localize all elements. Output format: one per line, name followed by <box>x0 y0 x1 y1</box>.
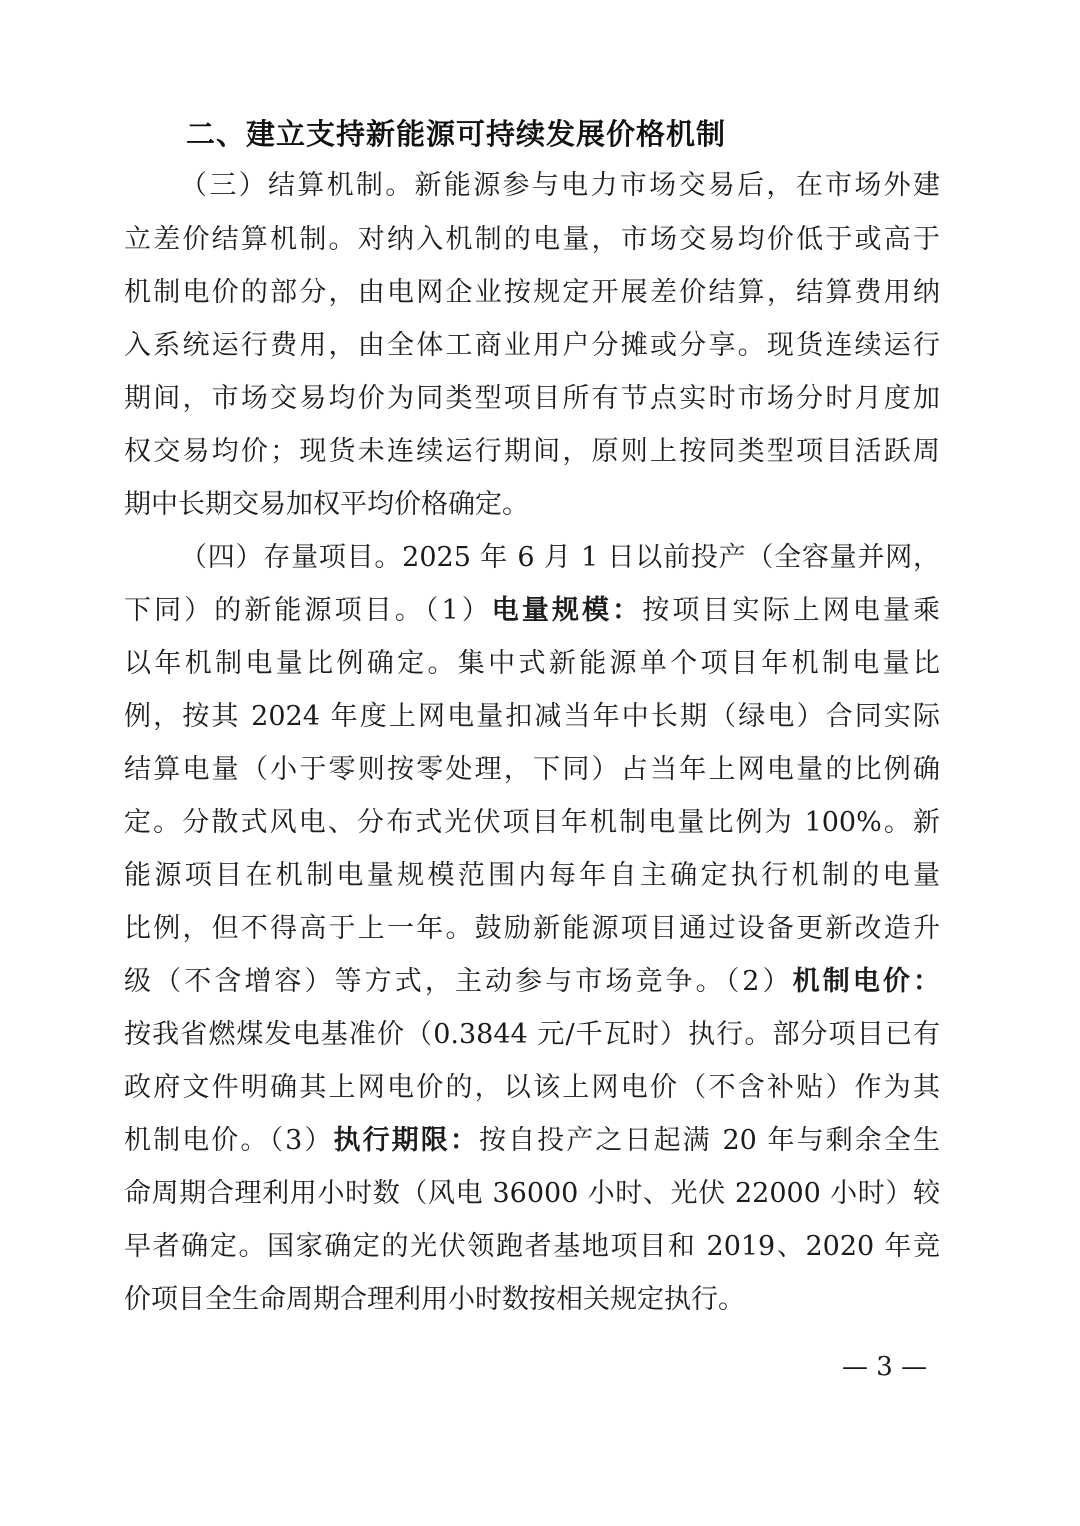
bold-term-scale: 电量规模： <box>491 595 643 626</box>
text-line: 政府文件明确其上网电价的，以该上网电价（不含补贴）作为其 <box>124 1072 940 1103</box>
text-segment: 下同）的新能源项目。（1） <box>124 595 492 626</box>
text-line: 早者确定。国家确定的光伏领跑者基地项目和 2019、2020 年竞 <box>124 1231 940 1262</box>
text-line: 权交易均价；现货未连续运行期间，原则上按同类型项目活跃周 <box>124 436 940 467</box>
text-line: 能源项目在机制电量规模范围内每年自主确定执行机制的电量 <box>124 860 940 891</box>
text-line: 按我省燃煤发电基准价（0.3844 元/千瓦时）执行。部分项目已有 <box>124 1019 940 1050</box>
text-line: 价项目全生命周期合理利用小时数按相关规定执行。 <box>124 1284 745 1315</box>
text-line <box>124 1121 940 1161</box>
text-line <box>124 962 940 1002</box>
text-segment: 机制电价。（3） <box>124 1125 334 1156</box>
text-line <box>124 591 940 631</box>
text-segment: 级（不含增容）等方式，主动参与市场竞争。（2） <box>124 966 793 997</box>
text-line: 定。分散式风电、分布式光伏项目年机制电量比例为 100%。新 <box>124 807 940 838</box>
bold-term-term: 执行期限： <box>333 1125 479 1156</box>
section-heading: 二、建立支持新能源可持续发展价格机制 <box>186 117 727 151</box>
text-line: 比例，但不得高于上一年。鼓励新能源项目通过设备更新改造升 <box>124 913 940 944</box>
text-line: 入系统运行费用，由全体工商业用户分摊或分享。现货连续运行 <box>124 330 940 361</box>
text-segment: 按项目实际上网电量乘 <box>642 595 941 626</box>
text-line: （四）存量项目。2025 年 6 月 1 日以前投产（全容量并网， <box>180 542 940 573</box>
text-line: 结算电量（小于零则按零处理，下同）占当年上网电量的比例确 <box>124 754 940 785</box>
text-line: 机制电价的部分，由电网企业按规定开展差价结算，结算费用纳 <box>124 277 940 308</box>
text-line: 立差价结算机制。对纳入机制的电量，市场交易均价低于或高于 <box>124 224 940 255</box>
text-line: 例，按其 2024 年度上网电量扣减当年中长期（绿电）合同实际 <box>124 701 940 732</box>
text-line: 命周期合理利用小时数（风电 36000 小时、光伏 22000 小时）较 <box>124 1178 940 1209</box>
page-number: — 3 — <box>842 1352 928 1382</box>
bold-term-price: 机制电价： <box>792 966 940 997</box>
text-line: 以年机制电量比例确定。集中式新能源单个项目年机制电量比 <box>124 648 940 679</box>
text-line: 期间，市场交易均价为同类型项目所有节点实时市场分时月度加 <box>124 383 940 414</box>
text-line: （三）结算机制。新能源参与电力市场交易后，在市场外建 <box>180 170 940 201</box>
text-segment: 按自投产之日起满 20 年与剩余全生 <box>478 1125 940 1156</box>
text-line: 期中长期交易加权平均价格确定。 <box>124 489 529 520</box>
